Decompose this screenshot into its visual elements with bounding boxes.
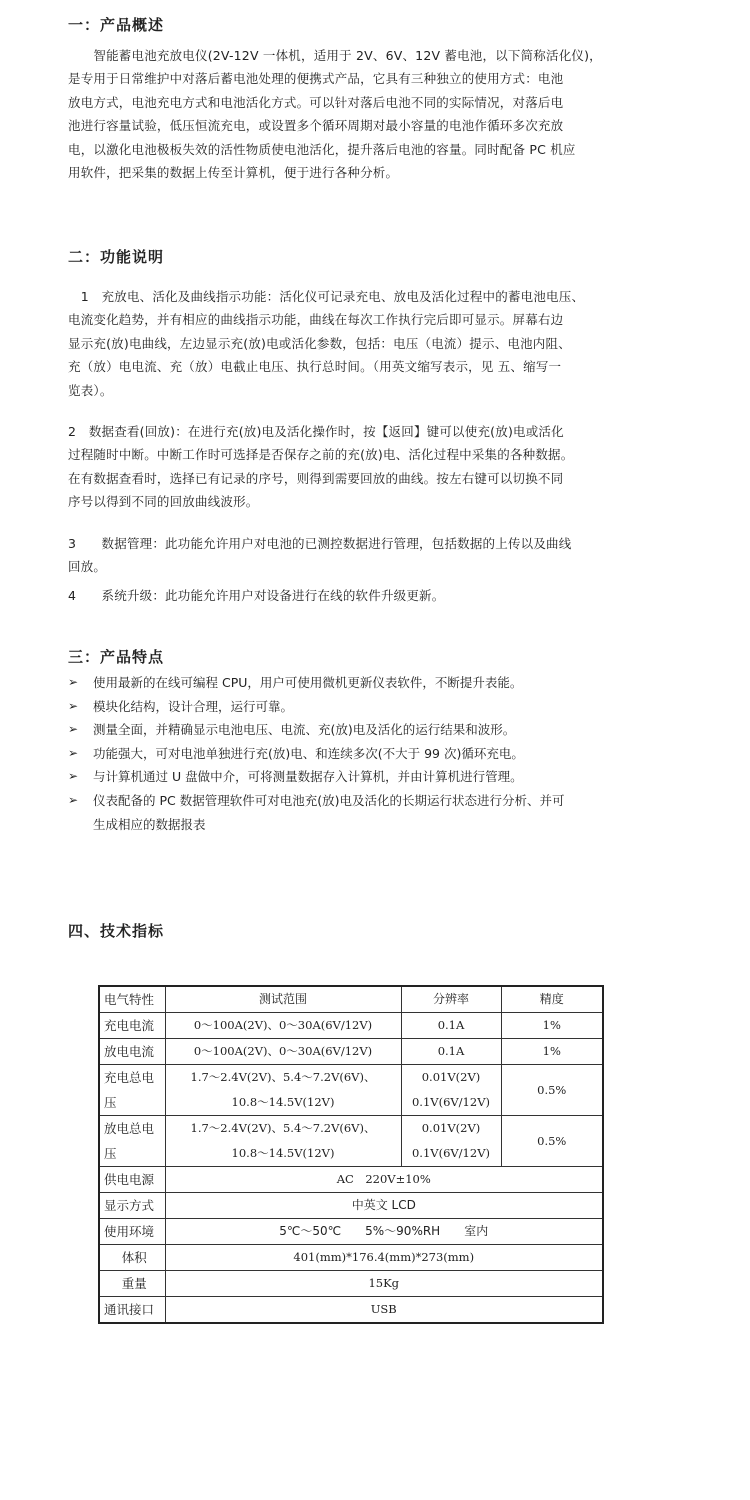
function-item-2 bbox=[68, 420, 668, 514]
text-line: 功能强大，可对电池单独进行充(放)电、和连续多次(不大于 99 次)循环充电。 bbox=[93, 745, 524, 761]
value-cell: AC 220V±10% bbox=[165, 1167, 603, 1193]
text-line: 仪表配备的 PC 数据管理软件可对电池充(放)电及活化的长期运行状态进行分析、并可 bbox=[93, 792, 565, 808]
text-line: 4 系统升级：此功能允许用户对设备进行在线的软件升级更新。 bbox=[68, 588, 445, 603]
feature-item bbox=[68, 789, 668, 836]
text-line: 智能蓄电池充放电仪(2V-12V 一体机，适用于 2V、6V、12V 蓄电池，以下简称活化仪)， bbox=[68, 48, 602, 63]
row-label: 显示方式 bbox=[99, 1193, 165, 1219]
text-line: 回放。 bbox=[68, 559, 107, 575]
accuracy-cell: 0.5% bbox=[501, 1116, 603, 1167]
value-cell: 中英文 LCD bbox=[165, 1193, 603, 1219]
text-line: 用软件，把采集的数据上传至计算机，便于进行各种分析。 bbox=[68, 165, 399, 181]
text-line: 览表）。 bbox=[68, 382, 113, 398]
text-line: 充（放）电电流、充（放）电截止电压、执行总时间。（用英文缩写表示，见 五、缩写一 bbox=[68, 359, 562, 375]
text-line: 2 数据查看(回放)：在进行充(放)电及活化操作时，按【返回】键可以使充(放)电或活化 bbox=[68, 424, 564, 439]
resolution-cell: 0.1A bbox=[401, 1039, 501, 1065]
row-label: 重量 bbox=[99, 1271, 165, 1297]
range-line: 1.7～2.4V(2V)、5.4～7.2V(6V)、 bbox=[190, 1070, 376, 1084]
feature-item bbox=[68, 742, 668, 766]
text-line: 使用最新的在线可编程 CPU，用户可使用微机更新仪表软件，不断提升表能。 bbox=[93, 675, 523, 690]
resolution-cell: 0.1A bbox=[401, 1013, 501, 1039]
section-title-functions: 二：功能说明 bbox=[68, 248, 165, 266]
text-line: 显示充(放)电曲线，左边显示充(放)电或活化参数，包括：电压（电流）提示、电池内阻、 bbox=[68, 335, 571, 351]
row-label: 通讯接口 bbox=[99, 1297, 165, 1324]
arrow-bullet-icon: ➢ bbox=[68, 745, 79, 760]
table-row bbox=[99, 1039, 603, 1065]
table-row bbox=[99, 1116, 603, 1167]
row-label: 使用环境 bbox=[99, 1219, 165, 1245]
value-cell: 401(mm)*176.4(mm)*273(mm) bbox=[165, 1245, 603, 1271]
feature-item bbox=[68, 695, 668, 719]
table-row bbox=[99, 1245, 603, 1271]
label-line: 压 bbox=[104, 1146, 117, 1161]
feature-item bbox=[68, 718, 668, 742]
arrow-bullet-icon: ➢ bbox=[68, 722, 79, 737]
resolution-cell bbox=[401, 1065, 501, 1116]
section-title-specs: 四、技术指标 bbox=[68, 922, 165, 940]
range-cell bbox=[165, 1116, 401, 1167]
range-cell bbox=[165, 1065, 401, 1116]
row-label: 供电电源 bbox=[99, 1167, 165, 1193]
text-line: 模块化结构，设计合理，运行可靠。 bbox=[93, 698, 294, 714]
res-line: 0.01V(2V) bbox=[421, 1121, 481, 1135]
row-label: 充电电流 bbox=[99, 1013, 165, 1039]
row-label: 体积 bbox=[99, 1245, 165, 1271]
range-line: 10.8～14.5V(12V) bbox=[231, 1146, 335, 1160]
resolution-cell bbox=[401, 1116, 501, 1167]
table-row bbox=[99, 1297, 603, 1324]
row-label: 放电电流 bbox=[99, 1039, 165, 1065]
range-cell: 0～100A(2V)、0～30A(6V/12V) bbox=[165, 1013, 401, 1039]
range-line: 1.7～2.4V(2V)、5.4～7.2V(6V)、 bbox=[190, 1121, 376, 1135]
res-line: 0.01V(2V) bbox=[421, 1070, 481, 1084]
feature-item bbox=[68, 765, 668, 789]
res-line: 0.1V(6V/12V) bbox=[411, 1095, 490, 1109]
text-line: 生成相应的数据报表 bbox=[93, 816, 206, 832]
arrow-bullet-icon: ➢ bbox=[68, 675, 79, 689]
text-line: 是专用于日常维护中对落后蓄电池处理的便携式产品，它具有三种独立的使用方式：电池 bbox=[68, 71, 564, 87]
text-line: 放电方式，电池充电方式和电池活化方式。可以针对落后电池不同的实际情况，对落后电 bbox=[68, 94, 564, 110]
table-header-row bbox=[99, 986, 603, 1013]
function-item-4 bbox=[68, 584, 668, 607]
feature-list bbox=[68, 671, 668, 836]
text-line: 1 充放电、活化及曲线指示功能：活化仪可记录充电、放电及活化过程中的蓄电池电压、 bbox=[68, 289, 585, 304]
header-cell: 分辨率 bbox=[401, 986, 501, 1013]
accuracy-cell: 1% bbox=[501, 1013, 603, 1039]
table-row bbox=[99, 1271, 603, 1297]
arrow-bullet-icon: ➢ bbox=[68, 698, 79, 713]
value-cell: 15Kg bbox=[165, 1271, 603, 1297]
function-item-1 bbox=[68, 285, 668, 402]
text-line: 与计算机通过 U 盘做中介，可将测量数据存入计算机，并由计算机进行管理。 bbox=[93, 769, 523, 785]
accuracy-cell: 0.5% bbox=[501, 1065, 603, 1116]
row-label bbox=[99, 1065, 165, 1116]
arrow-bullet-icon: ➢ bbox=[68, 792, 79, 807]
text-line: 电流变化趋势，并有相应的曲线指示功能，曲线在每次工作执行完后即可显示。屏幕右边 bbox=[68, 312, 564, 328]
section-title-features: 三：产品特点 bbox=[68, 648, 165, 666]
table-row bbox=[99, 1167, 603, 1193]
table-row bbox=[99, 1193, 603, 1219]
text-line: 在有数据查看时，选择已有记录的序号，则得到需要回放的曲线。按左右键可以切换不同 bbox=[68, 470, 564, 486]
text-line: 电，以激化电池极板失效的活性物质使电池活化，提升落后电池的容量。同时配备 PC 机应 bbox=[68, 141, 576, 157]
label-line: 放电总电 bbox=[104, 1121, 155, 1136]
text-line: 过程随时中断。中断工作时可选择是否保存之前的充(放)电、活化过程中采集的各种数据。 bbox=[68, 447, 574, 463]
label-line: 压 bbox=[104, 1095, 117, 1110]
label-line: 充电总电 bbox=[104, 1070, 155, 1085]
function-item-3 bbox=[68, 532, 668, 579]
header-cell: 测试范围 bbox=[165, 986, 401, 1013]
value-cell: USB bbox=[165, 1297, 603, 1324]
range-cell: 0～100A(2V)、0～30A(6V/12V) bbox=[165, 1039, 401, 1065]
header-cell: 电气特性 bbox=[99, 986, 165, 1013]
accuracy-cell: 1% bbox=[501, 1039, 603, 1065]
text-line: 测量全面，并精确显示电池电压、电流、充(放)电及活化的运行结果和波形。 bbox=[93, 722, 516, 738]
table-row bbox=[99, 1065, 603, 1116]
table-row bbox=[99, 1219, 603, 1245]
range-line: 10.8～14.5V(12V) bbox=[231, 1095, 335, 1109]
text-line: 池进行容量试验，低压恒流充电，或设置多个循环周期对最小容量的电池作循环多次充放 bbox=[68, 118, 564, 134]
res-line: 0.1V(6V/12V) bbox=[411, 1146, 490, 1160]
overview-paragraph bbox=[68, 44, 668, 184]
arrow-bullet-icon: ➢ bbox=[68, 769, 79, 784]
section-title-overview: 一：产品概述 bbox=[68, 16, 165, 34]
table-row bbox=[99, 1013, 603, 1039]
row-label bbox=[99, 1116, 165, 1167]
feature-item bbox=[68, 671, 668, 695]
spec-table bbox=[98, 985, 604, 1324]
text-line: 3 数据管理：此功能允许用户对电池的已测控数据进行管理，包括数据的上传以及曲线 bbox=[68, 536, 572, 551]
value-cell: 5℃～50℃ 5%～90%RH 室内 bbox=[165, 1219, 603, 1245]
text-line: 序号以得到不同的回放曲线波形。 bbox=[68, 494, 259, 510]
header-cell: 精度 bbox=[501, 986, 603, 1013]
